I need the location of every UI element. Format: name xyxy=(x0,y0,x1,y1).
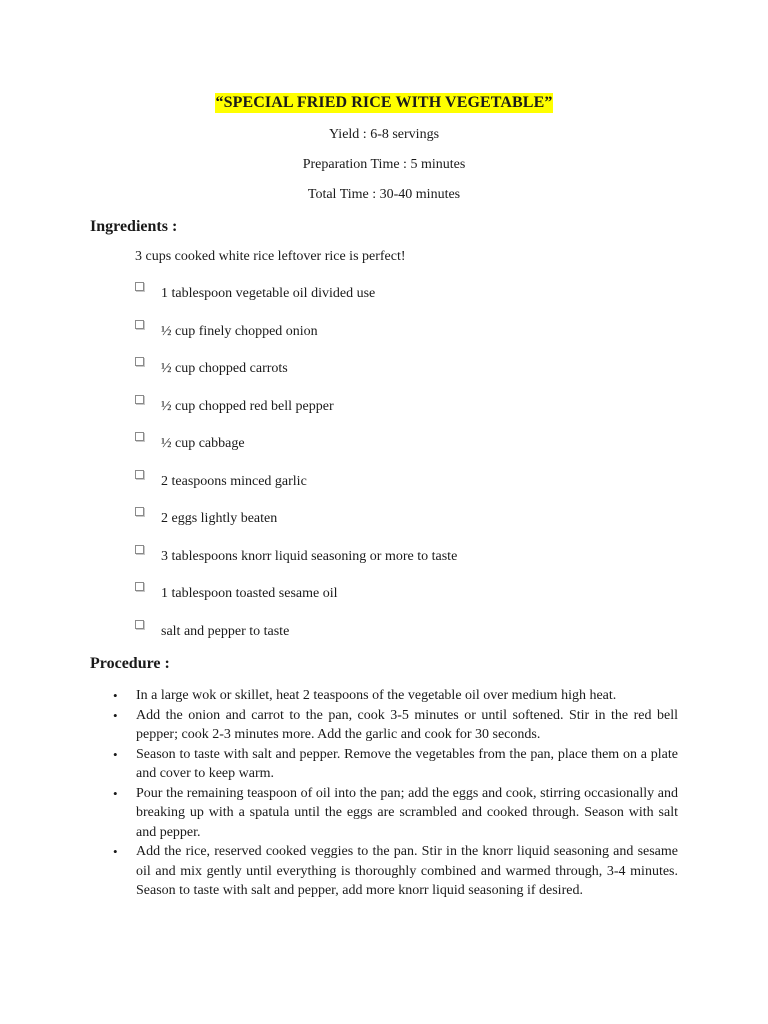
checkbox-icon[interactable] xyxy=(135,507,144,516)
checkbox-icon[interactable] xyxy=(135,320,144,329)
title-container xyxy=(0,93,768,113)
procedure-step-text: Pour the remaining teaspoon of oil into the pan; add the eggs and cook, stirring occasionally and breaking up with a spatula until the eggs are scrambled and cooked through. Season with salt and pepper. xyxy=(136,785,678,840)
ingredient-label: ½ cup finely chopped onion xyxy=(161,323,318,339)
ingredients-heading: Ingredients : xyxy=(90,218,178,235)
ingredient-label: salt and pepper to taste xyxy=(161,623,290,639)
ingredient-label: 1 tablespoon toasted sesame oil xyxy=(161,586,338,601)
checkbox-icon[interactable] xyxy=(135,282,144,291)
checkbox-icon[interactable] xyxy=(135,395,144,404)
ingredient-label: ½ cup chopped carrots xyxy=(161,361,288,376)
checkbox-icon[interactable] xyxy=(135,357,144,366)
ingredient-label: 2 eggs lightly beaten xyxy=(161,511,278,526)
ingredient-first-item: 3 cups cooked white rice leftover rice is perfect! xyxy=(135,249,406,264)
ingredient-label: 1 tablespoon vegetable oil divided use xyxy=(161,286,376,301)
yield-line: Yield : 6-8 servings xyxy=(328,127,440,142)
procedure-step-text: Season to taste with salt and pepper. Remove the vegetables from the pan, place them on a plate and cover to keep warm. xyxy=(136,746,678,781)
procedure-step-text: Add the rice, reserved cooked veggies to the pan. Stir in the knorr liquid seasoning and sesame oil and mix gently until everything is thoroughly combined and warmed through, 3-4 minutes. Season to taste with salt and pepper, add more knorr liquid seasoning if desired. xyxy=(136,844,678,898)
procedure-step xyxy=(110,784,678,843)
bullet-icon: • xyxy=(113,785,118,801)
total-time-line: Total Time : 30-40 minutes xyxy=(307,187,461,202)
ingredient-label: ½ cup cabbage xyxy=(161,436,245,451)
bullet-icon: • xyxy=(113,688,118,703)
checkbox-icon[interactable] xyxy=(135,432,144,441)
bullet-icon: • xyxy=(113,844,118,859)
procedure-step xyxy=(110,745,678,784)
recipe-title: “SPECIAL FRIED RICE WITH VEGETABLE” xyxy=(215,94,553,111)
checkbox-icon[interactable] xyxy=(135,620,144,629)
checkbox-icon[interactable] xyxy=(135,470,144,479)
procedure-step xyxy=(110,706,678,745)
procedure-step-text: Add the onion and carrot to the pan, cook 3-5 minutes or until softened. Stir in the red bell pepper; cook 2-3 minutes more. Add the garlic and cook for 30 seconds. xyxy=(136,707,678,742)
ingredient-label: 3 tablespoons knorr liquid seasoning or more to taste xyxy=(161,548,458,564)
bullet-icon: • xyxy=(113,746,118,762)
checkbox-icon[interactable] xyxy=(135,582,144,591)
procedure-heading: Procedure : xyxy=(90,655,170,672)
ingredient-label: 2 teaspoons minced garlic xyxy=(161,473,307,489)
procedure-step-text: In a large wok or skillet, heat 2 teaspoons of the vegetable oil over medium high heat. xyxy=(136,688,617,703)
procedure-step xyxy=(110,686,678,706)
procedure-list xyxy=(110,686,678,901)
bullet-icon: • xyxy=(113,707,118,723)
prep-time-line: Preparation Time : 5 minutes xyxy=(302,157,466,172)
checkbox-icon[interactable] xyxy=(135,545,144,554)
procedure-step xyxy=(110,842,678,901)
ingredient-label: ½ cup chopped red bell pepper xyxy=(161,398,334,414)
